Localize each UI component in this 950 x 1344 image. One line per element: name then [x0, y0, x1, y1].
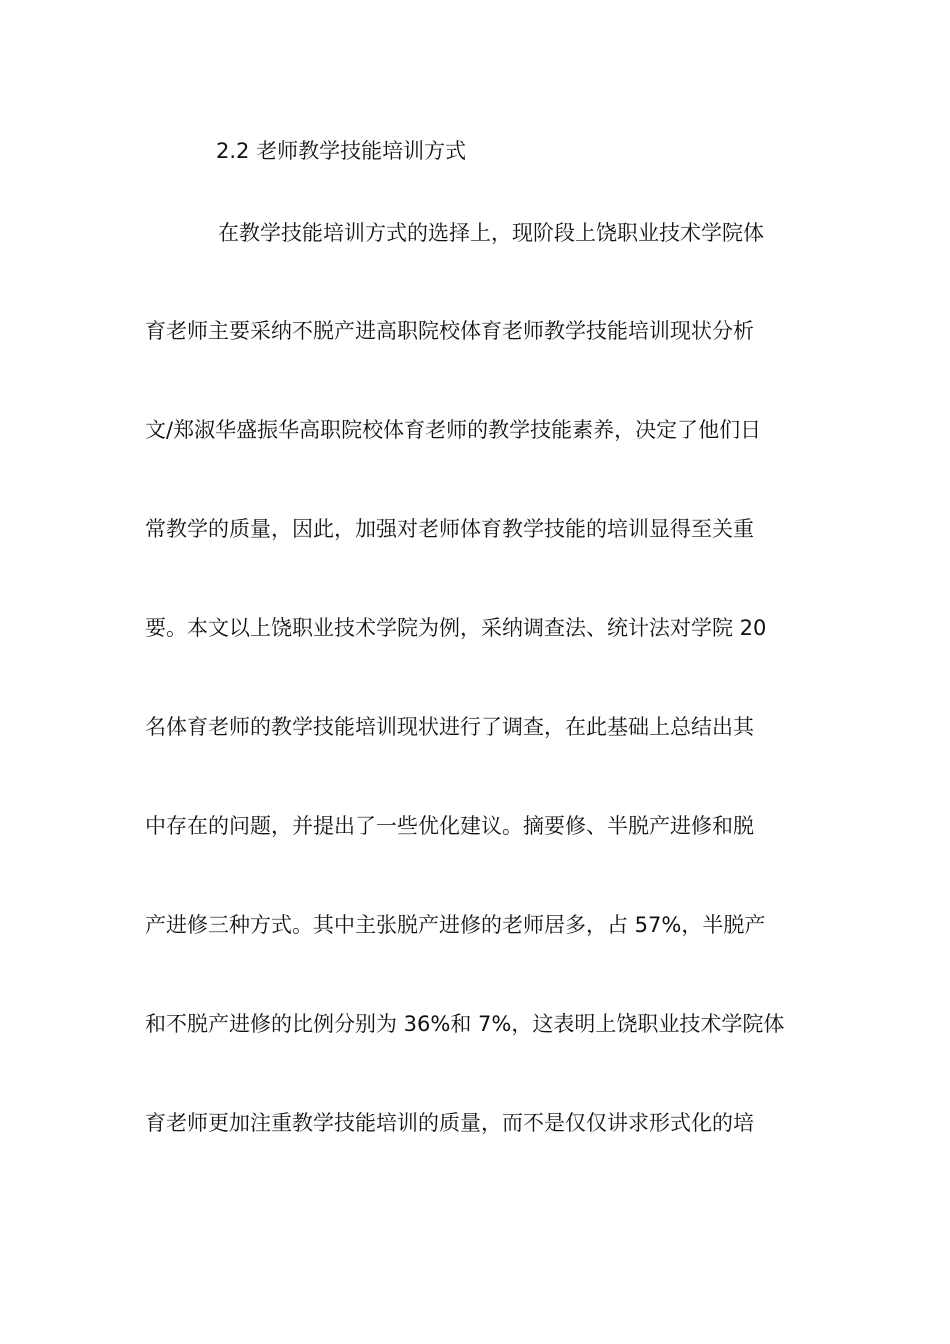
paragraph-line-3: 文/郑淑华盛振华高职院校体育老师的教学技能素养，决定了他们日 [145, 418, 762, 442]
paragraph-line-10: 育老师更加注重教学技能培训的质量，而不是仅仅讲求形式化的培 [145, 1111, 754, 1135]
paragraph-line-7: 中存在的问题，并提出了一些优化建议。摘要修、半脱产进修和脱 [145, 814, 754, 838]
section-heading: 2.2 老师教学技能培训方式 [216, 139, 467, 163]
paragraph-line-2: 育老师主要采纳不脱产进高职院校体育老师教学技能培训现状分析 [145, 319, 754, 343]
paragraph-line-5: 要。本文以上饶职业技术学院为例，采纳调查法、统计法对学院 20 [145, 616, 767, 640]
paragraph-line-8: 产进修三种方式。其中主张脱产进修的老师居多，占 57%，半脱产 [145, 913, 766, 937]
paragraph-line-1: 在教学技能培训方式的选择上，现阶段上饶职业技术学院体 [218, 221, 764, 245]
paragraph-line-9: 和不脱产进修的比例分别为 36%和 7%，这表明上饶职业技术学院体 [145, 1012, 785, 1036]
paragraph-line-4: 常教学的质量，因此，加强对老师体育教学技能的培训显得至关重 [145, 517, 754, 541]
paragraph-line-6: 名体育老师的教学技能培训现状进行了调查，在此基础上总结出其 [145, 715, 754, 739]
